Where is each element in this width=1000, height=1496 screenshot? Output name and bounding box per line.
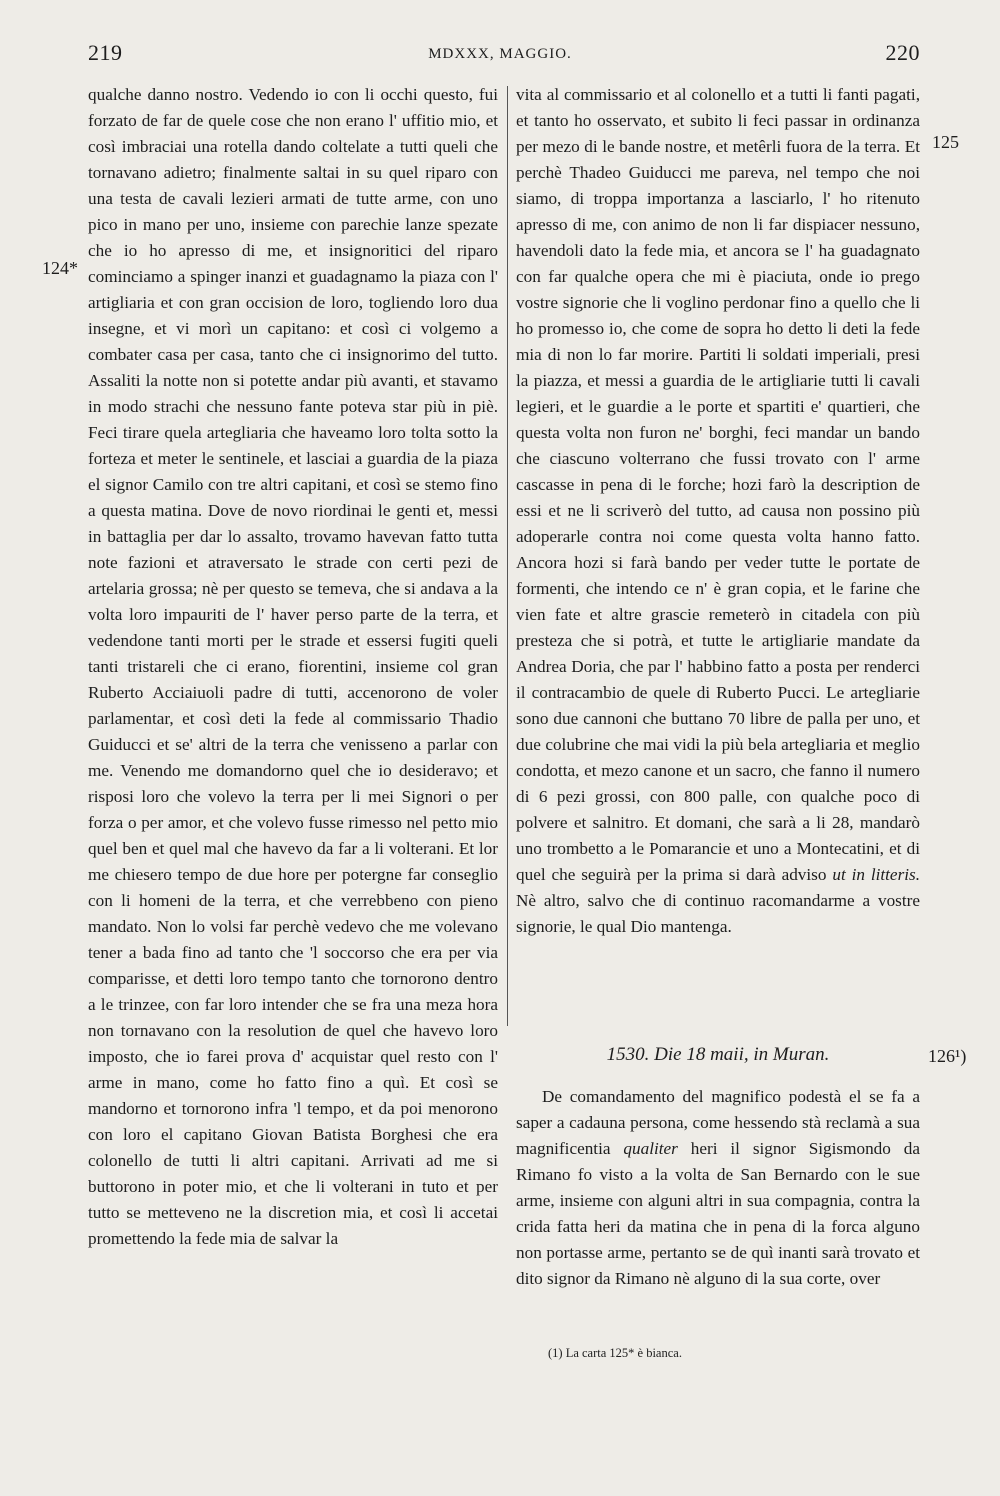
right-column-main: vita al commissario et al colonello et a tutti li fanti pagati, et tanto ho osservato, et subito li feci passar in ordinanza per mezo di le bande nostre, et metêrli fuora de la terra. Et perchè Thadeo Guiducci me pareva, nel tempo che noi siamo, di troppa importanza a lasciarlo, l' ho ritenuto apresso di me, con animo de non li far dispiacer nessuno, havendoli dato la fede mia, et ancora se l' ha guadagnato con far qualche opera che mi è piaciuta, onde io prego vostre signorie che li voglino perdonar fino a quello che li ho promesso io, che come de sopra ho detto li deti la fede mia di non lo far morire. Partiti li soldati imperiali, presi la piazza, et messi a guardia de le artigliarie tutti li cavali legieri, et le guardie a le porte et spartiti e' quartieri, che questa volta non furon ne' borghi, feci mandar un bando che ciascuno volterrano che fussi trovato con l' arme cascasse in pena di le forche; hozi farò la description de essi et ne li scriverò del tutto, ad causa non possino più adoperarle contra noi come questa volta hanno fatto. Ancora hozi si farà bando per veder tutte le portate de formenti, che intendo ce n' è gran copia, et le farine che vien fate et altre grascie remeterò in citadela con più presteza che si potrà, et tutte le artigliarie mandate da Andrea Doria, che par l' habbino fatto a posta per renderci il contracambio de quele di Ruberto Pucci. Le artegliarie sono due cannoni che buttano 70 libre de palla per uno, et due colubrine che mai vidi la più bela artegliaria et meglio condotta, et mezo canone et un sacro, che fanno il numero di 6 pezi grossi, con 800 palle, con qualche poco di polvere et salnitro. Et domani, che sarà a li 28, mandarò uno trombetto a le Pomarancie et uno a Montecatini, et di quel che seguirà per la prima si darà adviso: [516, 85, 920, 884]
section-paragraph: [516, 1084, 920, 1292]
footnote: (1) La carta 125* è bianca.: [548, 1346, 682, 1360]
section-title: 1530. Die 18 maii, in Muran.: [606, 1044, 830, 1065]
margin-note-125: 125: [932, 132, 959, 152]
column-divider: [507, 86, 508, 1026]
page-number-left: 219: [88, 40, 123, 65]
margin-note-126: 126¹): [928, 1046, 967, 1066]
margin-note-124: 124*: [42, 258, 78, 278]
right-column-text: [516, 82, 920, 940]
right-column-end: Nè altro, salvo che di continuo racomandarme a vostre signorie, le qual Dio mantenga.: [516, 891, 920, 936]
page-number-right: 220: [885, 40, 920, 65]
left-column-text: qualche danno nostro. Vedendo io con li occhi questo, fui forzato de far de quele cose che non erano l' uffitio mio, et così imbraciai una rotella dando coltelate a tutti queli che tornavano adietro; finalmente saltai in su quel riparo con una testa de cavali lezieri armati de tutte arme, con uno pico in mano per uno, insieme con parechie lanze spezate che io ho apresso di me, et insignoritici del riparo cominciamo a spinger inanzi et guadagnamo la piaza con l' artigliaria et con gran occision de loro, togliendo loro dua insegne, et vi morì un capitano: et così ci volgemo a combater casa per casa, tanto che ci insignorimo del tutto. Assaliti la notte non si potette andar più avanti, et stavamo in modo strachi che nessuno fante poteva star più in piè. Feci tirare quela artegliaria che haveamo loro tolta sotto la forteza et meter le sentinele, et lasciai a guardia de la piaza el signor Camilo con tre altri capitani, et così se stemo fino a questa matina. Dove de novo riordinai le genti et, messi in battaglia per dar lo assalto, trovamo havevan fatto tutta note fazioni et atraversato le strade con certi pezi de artelaria grossa; nè per questo se temeva, che si andava a la volta loro impauriti de l' haver perso parte de la terra, et vedendone tanti morti per le strade et essersi fugiti queli tanti tristareli che ci erano, fiorentini, insieme col gran Ruberto Acciaiuoli padre di tutti, accenorono de voler parlamentar, et così deti la fede al commissario Thadio Guiducci et se' altri de la terra che venisseno a parlar con me. Venendo me domandorno quel che io desideravo; et risposi loro che volevo la terra per li mei Signori o per forza o per amor, et che volevo fusse rimesso nel petto mio quel ben et quel mal che havevo da far a li volterani. Et lor me chiesero tempo de due hore per potergne far conseglio con li homeni de la terra, et che verrebbeno con pieno mandato. Non lo volsi far perchè vedevo che me volevano tener a bada fino ad tanto che 'l soccorso che era per via comparisse, et detti loro tempo tanto che tornorono dentro a le trinzee, con far loro intender che se fra una meza hora non tornavano con la resolution de quel che havevo loro imposto, che io farei prova d' acquistar quel resto con l' arme in mano, come ho fatto fino a quì. Et così se mandorno et tornorono infra 'l tempo, et da poi menorono con loro el capitano Giovan Batista Borghesi che era colonello de tutti li altri capitani. Arrivati ad me si buttorono in poter mio, et che li volterani in tuto et per tutto se metteveno ne la discretion mia, et così li accetai promettendo la fede mia de salvar la: [88, 85, 498, 1248]
section-body-a: De comandamento del magnifico podestà el se fa a saper a cadauna persona, come hessendo stà reclamà a sua magnificentia: [516, 1087, 920, 1158]
section-body-italic: qualiter: [623, 1139, 678, 1158]
section-body: [516, 1084, 920, 1292]
right-column: [516, 82, 920, 940]
right-column-italic: ut in litteris.: [832, 865, 921, 884]
left-column: [88, 82, 498, 1252]
section-body-b: heri il signor Sigismondo da Rimano fo visto a la volta de San Bernardo con le sue arme, insieme con alguni altri in sua compagnia, contra la crida fatta heri da matina che in pena di la forca alguno non portasse arme, pertanto se de quì inanti sarà trovato et dito signor da Rimano nè alguno di la sua corte, over: [516, 1139, 920, 1288]
running-header: MDXXX, MAGGIO.: [428, 46, 572, 62]
